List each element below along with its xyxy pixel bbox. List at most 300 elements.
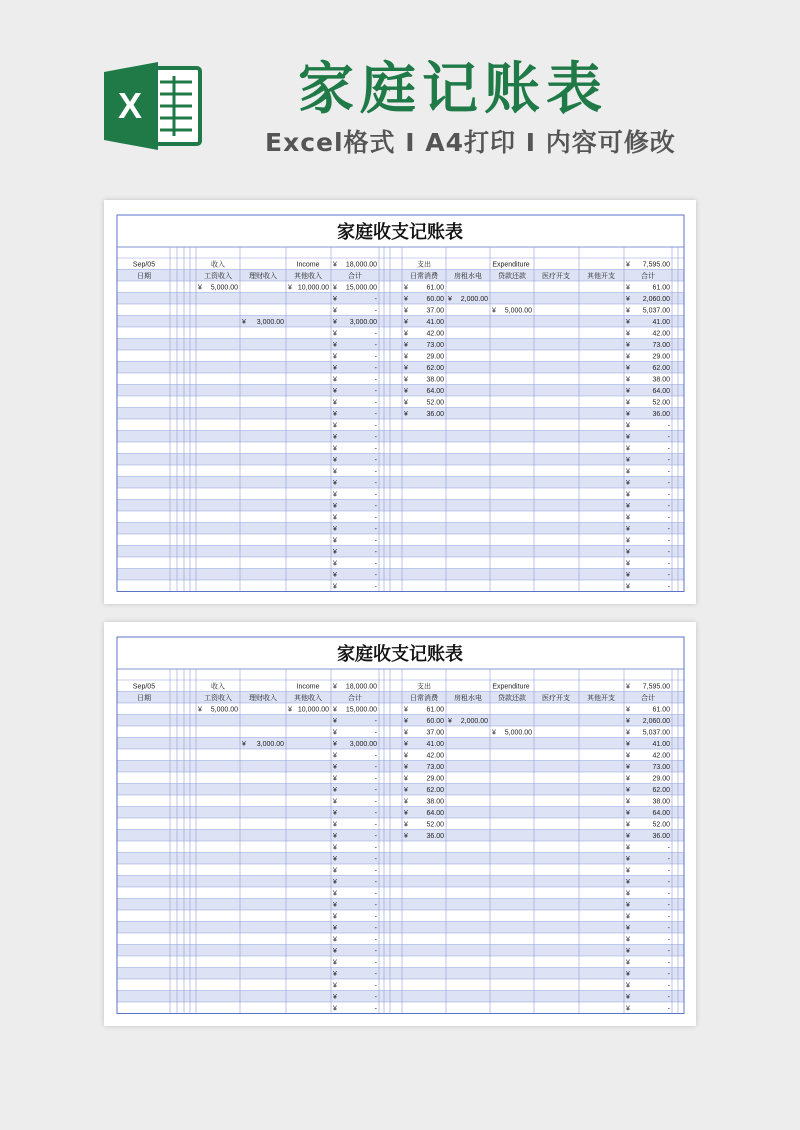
currency-sign: ¥ bbox=[626, 307, 630, 315]
currency-sign: ¥ bbox=[626, 514, 630, 522]
cell-income-sum: - bbox=[374, 388, 377, 395]
currency-sign: ¥ bbox=[626, 422, 630, 430]
banner bbox=[0, 0, 800, 190]
row-band bbox=[117, 373, 684, 385]
row-band bbox=[117, 580, 684, 592]
header-investment: 理财收入 bbox=[249, 273, 277, 280]
header-rent: 房租水电 bbox=[454, 273, 482, 280]
cell-income-sum: - bbox=[374, 833, 377, 840]
cell-expense-sum: - bbox=[667, 480, 670, 487]
cell-income-sum: - bbox=[374, 775, 377, 783]
header-rent: 房租水电 bbox=[454, 695, 482, 702]
currency-sign: ¥ bbox=[626, 572, 630, 579]
currency-sign: ¥ bbox=[333, 729, 337, 737]
summary-expense-label: 支出 bbox=[417, 683, 431, 691]
cell-expense-sum: - bbox=[667, 913, 670, 921]
row-band bbox=[117, 454, 684, 466]
cell-income-sum: - bbox=[374, 296, 377, 303]
cell-daily: 60.00 bbox=[426, 718, 444, 725]
currency-sign: ¥ bbox=[333, 867, 337, 875]
currency-sign: ¥ bbox=[333, 1005, 337, 1013]
currency-sign: ¥ bbox=[404, 810, 408, 817]
cell-income-sum: - bbox=[374, 810, 377, 817]
currency-sign: ¥ bbox=[333, 879, 337, 886]
currency-sign: ¥ bbox=[333, 560, 337, 568]
cell-daily: 42.00 bbox=[426, 330, 444, 338]
header-date: 日期 bbox=[137, 273, 151, 280]
currency-sign: ¥ bbox=[626, 890, 630, 898]
header-income-sum: 合计 bbox=[348, 273, 362, 280]
summary-income-label: 收入 bbox=[211, 683, 225, 691]
cell-expense-sum: - bbox=[667, 549, 670, 556]
currency-sign: ¥ bbox=[333, 549, 337, 556]
row-band bbox=[117, 945, 684, 957]
currency-sign: ¥ bbox=[333, 399, 337, 407]
cell-income-sum: - bbox=[374, 913, 377, 921]
row-band bbox=[117, 841, 684, 853]
row-band bbox=[117, 293, 684, 305]
cell-expense-sum: - bbox=[667, 959, 670, 967]
cell-income-sum: 15,000.00 bbox=[345, 706, 377, 714]
currency-sign: ¥ bbox=[333, 810, 337, 817]
cell-expense-sum: - bbox=[667, 856, 670, 863]
currency-sign: ¥ bbox=[333, 890, 337, 898]
currency-sign: ¥ bbox=[404, 330, 408, 338]
row-band bbox=[117, 281, 684, 293]
row-band bbox=[117, 887, 684, 899]
cell-income-sum: 3,000.00 bbox=[349, 741, 377, 748]
header-other-expense: 其他开支 bbox=[587, 273, 615, 280]
cell-income-sum: - bbox=[374, 537, 377, 545]
currency-sign: ¥ bbox=[333, 503, 337, 510]
currency-sign: ¥ bbox=[626, 537, 630, 545]
cell-expense-sum: - bbox=[667, 994, 670, 1001]
row-band bbox=[117, 795, 684, 807]
row-band bbox=[117, 726, 684, 738]
cell-expense-sum: 64.00 bbox=[652, 388, 670, 395]
cell-daily: 52.00 bbox=[426, 399, 444, 407]
row-band bbox=[117, 933, 684, 945]
currency-sign: ¥ bbox=[333, 514, 337, 522]
currency-sign: ¥ bbox=[404, 296, 408, 303]
currency-sign: ¥ bbox=[288, 284, 292, 292]
row-band bbox=[117, 853, 684, 865]
currency-sign: ¥ bbox=[626, 833, 630, 840]
cell-income-sum: - bbox=[374, 994, 377, 1001]
cell-investment: 3,000.00 bbox=[256, 741, 284, 748]
cell-daily: 29.00 bbox=[426, 353, 444, 361]
currency-sign: ¥ bbox=[404, 353, 408, 361]
cell-expense-sum: - bbox=[667, 457, 670, 464]
cell-investment: 3,000.00 bbox=[256, 319, 284, 326]
cell-daily: 41.00 bbox=[426, 319, 444, 326]
currency-sign: ¥ bbox=[333, 365, 337, 372]
currency-sign: ¥ bbox=[626, 844, 630, 852]
row-band bbox=[117, 408, 684, 420]
currency-sign: ¥ bbox=[626, 457, 630, 464]
cell-income-sum: - bbox=[374, 503, 377, 510]
currency-sign: ¥ bbox=[626, 583, 630, 591]
cell-income-sum: - bbox=[374, 729, 377, 737]
cell-income-sum: - bbox=[374, 821, 377, 829]
cell-income-sum: - bbox=[374, 936, 377, 944]
cell-income-sum: - bbox=[374, 879, 377, 886]
currency-sign: ¥ bbox=[626, 718, 630, 725]
currency-sign: ¥ bbox=[333, 388, 337, 395]
cell-expense-sum: - bbox=[667, 503, 670, 510]
cell-daily: 64.00 bbox=[426, 388, 444, 395]
row-band bbox=[117, 523, 684, 535]
summary-income-total: 18,000.00 bbox=[345, 683, 377, 691]
currency-sign: ¥ bbox=[448, 296, 452, 303]
currency-sign: ¥ bbox=[626, 480, 630, 487]
currency-sign: ¥ bbox=[333, 572, 337, 579]
cell-expense-sum: 36.00 bbox=[652, 833, 670, 840]
cell-expense-sum: - bbox=[667, 491, 670, 499]
currency-sign: ¥ bbox=[198, 284, 202, 292]
cell-income-sum: - bbox=[374, 434, 377, 441]
ledger-sheet-1 bbox=[104, 200, 696, 604]
currency-sign: ¥ bbox=[626, 821, 630, 829]
cell-expense-sum: - bbox=[667, 537, 670, 545]
cell-income-sum: - bbox=[374, 480, 377, 487]
cell-expense-sum: - bbox=[667, 1005, 670, 1013]
cell-expense-sum: 62.00 bbox=[652, 787, 670, 794]
cell-expense-sum: 52.00 bbox=[652, 821, 670, 829]
currency-sign: ¥ bbox=[333, 434, 337, 441]
currency-sign: ¥ bbox=[333, 718, 337, 725]
cell-daily: 61.00 bbox=[426, 284, 444, 292]
row-band bbox=[117, 1002, 684, 1014]
cell-daily: 64.00 bbox=[426, 810, 444, 817]
cell-expense-sum: 41.00 bbox=[652, 319, 670, 326]
currency-sign: ¥ bbox=[626, 798, 630, 806]
cell-daily: 73.00 bbox=[426, 342, 444, 349]
cell-expense-sum: - bbox=[667, 526, 670, 533]
currency-sign: ¥ bbox=[626, 365, 630, 372]
excel-logo-icon bbox=[102, 58, 206, 154]
cell-income-sum: - bbox=[374, 867, 377, 875]
currency-sign: ¥ bbox=[333, 537, 337, 545]
cell-income-sum: - bbox=[374, 798, 377, 806]
currency-sign: ¥ bbox=[626, 376, 630, 384]
cell-rent: 2,000.00 bbox=[460, 718, 488, 725]
cell-expense-sum: 5,037.00 bbox=[642, 729, 670, 737]
cell-expense-sum: - bbox=[667, 844, 670, 852]
cell-daily: 38.00 bbox=[426, 798, 444, 806]
row-band bbox=[117, 738, 684, 750]
summary-income-en: Income bbox=[296, 683, 320, 691]
row-band bbox=[117, 488, 684, 500]
ledger-sheet-2 bbox=[104, 622, 696, 1026]
cell-income-sum: - bbox=[374, 902, 377, 909]
currency-sign: ¥ bbox=[404, 718, 408, 725]
cell-income-sum: - bbox=[374, 844, 377, 852]
row-band bbox=[117, 715, 684, 727]
cell-income-sum: - bbox=[374, 890, 377, 898]
row-band bbox=[117, 465, 684, 477]
cell-daily: 62.00 bbox=[426, 787, 444, 794]
currency-sign: ¥ bbox=[288, 706, 292, 714]
row-band bbox=[117, 362, 684, 374]
currency-sign: ¥ bbox=[626, 879, 630, 886]
cell-income-sum: - bbox=[374, 514, 377, 522]
row-band bbox=[117, 979, 684, 991]
currency-sign: ¥ bbox=[626, 399, 630, 407]
currency-sign: ¥ bbox=[404, 284, 408, 292]
header-loan: 贷款还款 bbox=[498, 695, 526, 702]
cell-expense-sum: - bbox=[667, 572, 670, 579]
currency-sign: ¥ bbox=[333, 342, 337, 349]
currency-sign: ¥ bbox=[626, 856, 630, 863]
cell-loan: 5,000.00 bbox=[504, 729, 532, 737]
row-band bbox=[117, 431, 684, 443]
cell-daily: 29.00 bbox=[426, 775, 444, 783]
currency-sign: ¥ bbox=[626, 948, 630, 955]
currency-sign: ¥ bbox=[626, 787, 630, 794]
cell-expense-sum: - bbox=[667, 422, 670, 430]
cell-expense-sum: - bbox=[667, 867, 670, 875]
row-band bbox=[117, 910, 684, 922]
currency-sign: ¥ bbox=[626, 319, 630, 326]
currency-sign: ¥ bbox=[626, 549, 630, 556]
currency-sign: ¥ bbox=[626, 353, 630, 361]
row-band bbox=[117, 807, 684, 819]
currency-sign: ¥ bbox=[626, 936, 630, 944]
cell-income-sum: - bbox=[374, 353, 377, 361]
row-band bbox=[117, 339, 684, 351]
currency-sign: ¥ bbox=[626, 729, 630, 737]
row-band bbox=[117, 830, 684, 842]
currency-sign: ¥ bbox=[626, 526, 630, 533]
cell-expense-sum: 73.00 bbox=[652, 342, 670, 349]
cell-income-sum: - bbox=[374, 959, 377, 967]
currency-sign: ¥ bbox=[626, 296, 630, 303]
cell-expense-sum: - bbox=[667, 583, 670, 591]
row-band bbox=[117, 818, 684, 830]
summary-income-currency: ¥ bbox=[333, 683, 337, 691]
summary-expense-en: Expenditure bbox=[492, 261, 530, 269]
currency-sign: ¥ bbox=[198, 706, 202, 714]
cell-income-sum: - bbox=[374, 856, 377, 863]
currency-sign: ¥ bbox=[492, 307, 496, 315]
currency-sign: ¥ bbox=[242, 319, 246, 326]
cell-income-sum: - bbox=[374, 982, 377, 990]
currency-sign: ¥ bbox=[626, 503, 630, 510]
row-band bbox=[117, 864, 684, 876]
cell-other-income: 10,000.00 bbox=[297, 706, 329, 714]
header-other-income: 其他收入 bbox=[294, 695, 322, 702]
currency-sign: ¥ bbox=[626, 560, 630, 568]
cell-daily: 42.00 bbox=[426, 752, 444, 760]
currency-sign: ¥ bbox=[333, 422, 337, 430]
currency-sign: ¥ bbox=[626, 468, 630, 476]
cell-expense-sum: 29.00 bbox=[652, 775, 670, 783]
currency-sign: ¥ bbox=[626, 741, 630, 748]
cell-expense-sum: 73.00 bbox=[652, 764, 670, 771]
header-income-sum: 合计 bbox=[348, 695, 362, 702]
row-band bbox=[117, 350, 684, 362]
currency-sign: ¥ bbox=[404, 833, 408, 840]
cell-salary: 5,000.00 bbox=[210, 284, 238, 292]
header-other-expense: 其他开支 bbox=[587, 695, 615, 702]
summary-income-label: 收入 bbox=[211, 261, 225, 269]
currency-sign: ¥ bbox=[333, 330, 337, 338]
cell-income-sum: - bbox=[374, 526, 377, 533]
cell-income-sum: - bbox=[374, 376, 377, 384]
header-loan: 贷款还款 bbox=[498, 273, 526, 280]
currency-sign: ¥ bbox=[333, 752, 337, 760]
cell-expense-sum: - bbox=[667, 879, 670, 886]
summary-date: Sep/05 bbox=[132, 683, 156, 691]
cell-income-sum: - bbox=[374, 787, 377, 794]
header-salary: 工资收入 bbox=[204, 695, 232, 702]
row-band bbox=[117, 899, 684, 911]
row-band bbox=[117, 968, 684, 980]
currency-sign: ¥ bbox=[333, 959, 337, 967]
currency-sign: ¥ bbox=[404, 342, 408, 349]
page-subtitle: Excel格式 I A4打印 I 内容可修改 bbox=[265, 128, 676, 157]
row-band bbox=[117, 680, 684, 692]
cell-expense-sum: 42.00 bbox=[652, 330, 670, 338]
summary-income-currency: ¥ bbox=[333, 261, 337, 269]
currency-sign: ¥ bbox=[404, 376, 408, 384]
cell-expense-sum: - bbox=[667, 445, 670, 453]
cell-expense-sum: 36.00 bbox=[652, 411, 670, 418]
currency-sign: ¥ bbox=[333, 468, 337, 476]
row-band bbox=[117, 304, 684, 316]
cell-daily: 38.00 bbox=[426, 376, 444, 384]
row-band bbox=[117, 396, 684, 408]
currency-sign: ¥ bbox=[242, 741, 246, 748]
header-daily: 日常消费 bbox=[410, 695, 438, 702]
cell-expense-sum: - bbox=[667, 971, 670, 978]
cell-expense-sum: 64.00 bbox=[652, 810, 670, 817]
currency-sign: ¥ bbox=[333, 948, 337, 955]
currency-sign: ¥ bbox=[626, 330, 630, 338]
cell-expense-sum: 52.00 bbox=[652, 399, 670, 407]
cell-expense-sum: - bbox=[667, 936, 670, 944]
currency-sign: ¥ bbox=[333, 764, 337, 771]
row-band bbox=[117, 761, 684, 773]
ledger-title: 家庭收支记账表 bbox=[337, 644, 463, 664]
currency-sign: ¥ bbox=[626, 925, 630, 932]
cell-income-sum: 15,000.00 bbox=[345, 284, 377, 292]
header-daily: 日常消费 bbox=[410, 273, 438, 280]
row-band bbox=[117, 385, 684, 397]
summary-expense-currency: ¥ bbox=[626, 683, 630, 691]
currency-sign: ¥ bbox=[404, 706, 408, 714]
summary-expense-currency: ¥ bbox=[626, 261, 630, 269]
cell-expense-sum: - bbox=[667, 468, 670, 476]
row-band bbox=[117, 749, 684, 761]
row-band bbox=[117, 876, 684, 888]
currency-sign: ¥ bbox=[626, 913, 630, 921]
currency-sign: ¥ bbox=[626, 959, 630, 967]
currency-sign: ¥ bbox=[333, 706, 337, 714]
header-other-income: 其他收入 bbox=[294, 273, 322, 280]
cell-salary: 5,000.00 bbox=[210, 706, 238, 714]
row-band bbox=[117, 327, 684, 339]
currency-sign: ¥ bbox=[626, 411, 630, 418]
cell-income-sum: - bbox=[374, 764, 377, 771]
currency-sign: ¥ bbox=[333, 457, 337, 464]
row-band bbox=[117, 991, 684, 1003]
currency-sign: ¥ bbox=[404, 821, 408, 829]
cell-expense-sum: - bbox=[667, 434, 670, 441]
cell-expense-sum: 38.00 bbox=[652, 798, 670, 806]
currency-sign: ¥ bbox=[626, 434, 630, 441]
row-band bbox=[117, 784, 684, 796]
currency-sign: ¥ bbox=[333, 353, 337, 361]
row-band bbox=[117, 772, 684, 784]
currency-sign: ¥ bbox=[492, 729, 496, 737]
currency-sign: ¥ bbox=[333, 376, 337, 384]
summary-expense-total: 7,595.00 bbox=[642, 683, 670, 691]
row-band bbox=[117, 511, 684, 523]
cell-loan: 5,000.00 bbox=[504, 307, 532, 315]
currency-sign: ¥ bbox=[626, 971, 630, 978]
currency-sign: ¥ bbox=[333, 296, 337, 303]
currency-sign: ¥ bbox=[404, 775, 408, 783]
row-band bbox=[117, 703, 684, 715]
cell-daily: 36.00 bbox=[426, 833, 444, 840]
row-band bbox=[117, 258, 684, 270]
cell-income-sum: - bbox=[374, 752, 377, 760]
cell-income-sum: - bbox=[374, 342, 377, 349]
currency-sign: ¥ bbox=[333, 856, 337, 863]
currency-sign: ¥ bbox=[333, 480, 337, 487]
cell-daily: 52.00 bbox=[426, 821, 444, 829]
cell-income-sum: - bbox=[374, 399, 377, 407]
header-investment: 理财收入 bbox=[249, 695, 277, 702]
currency-sign: ¥ bbox=[333, 775, 337, 783]
ledger-title: 家庭收支记账表 bbox=[337, 222, 463, 242]
currency-sign: ¥ bbox=[626, 764, 630, 771]
cell-expense-sum: - bbox=[667, 514, 670, 522]
cell-daily: 61.00 bbox=[426, 706, 444, 714]
currency-sign: ¥ bbox=[333, 307, 337, 315]
currency-sign: ¥ bbox=[404, 798, 408, 806]
row-band bbox=[117, 534, 684, 546]
cell-expense-sum: 2,060.00 bbox=[642, 718, 670, 725]
currency-sign: ¥ bbox=[333, 936, 337, 944]
cell-expense-sum: 42.00 bbox=[652, 752, 670, 760]
summary-income-en: Income bbox=[296, 261, 320, 269]
cell-income-sum: - bbox=[374, 971, 377, 978]
header-expense-sum: 合计 bbox=[641, 273, 655, 280]
currency-sign: ¥ bbox=[333, 583, 337, 591]
cell-income-sum: - bbox=[374, 718, 377, 725]
currency-sign: ¥ bbox=[404, 319, 408, 326]
summary-expense-label: 支出 bbox=[417, 261, 431, 269]
row-band bbox=[117, 922, 684, 934]
cell-income-sum: - bbox=[374, 560, 377, 568]
row-band bbox=[117, 569, 684, 581]
currency-sign: ¥ bbox=[404, 752, 408, 760]
cell-daily: 37.00 bbox=[426, 307, 444, 315]
currency-sign: ¥ bbox=[404, 365, 408, 372]
cell-expense-sum: 61.00 bbox=[652, 284, 670, 292]
cell-expense-sum: 41.00 bbox=[652, 741, 670, 748]
page-title: 家庭记账表 bbox=[298, 57, 608, 122]
currency-sign: ¥ bbox=[404, 729, 408, 737]
cell-income-sum: - bbox=[374, 583, 377, 591]
currency-sign: ¥ bbox=[333, 284, 337, 292]
cell-income-sum: - bbox=[374, 1005, 377, 1013]
cell-expense-sum: 62.00 bbox=[652, 365, 670, 372]
currency-sign: ¥ bbox=[626, 810, 630, 817]
